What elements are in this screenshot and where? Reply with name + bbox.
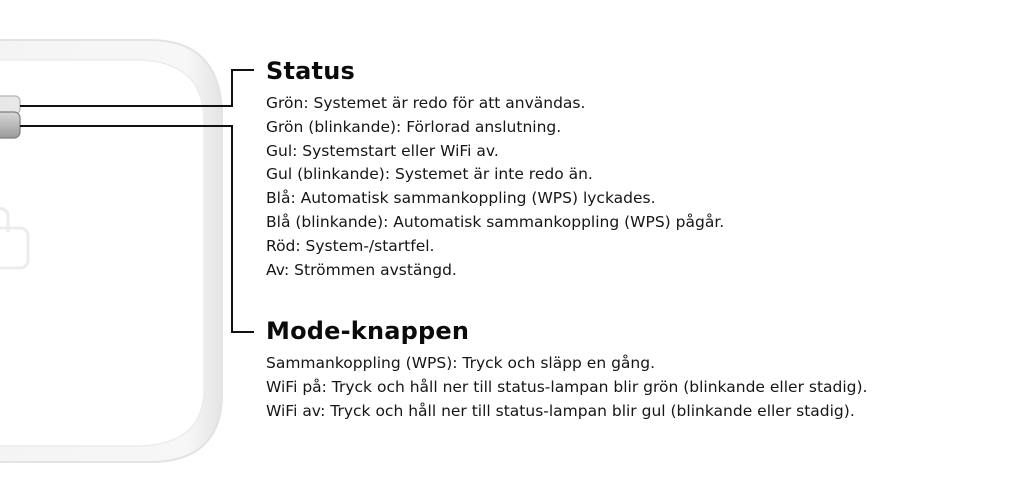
status-line-yellow-blinking: Gul (blinkande): Systemet är inte redo än. — [266, 165, 593, 184]
status-line-yellow: Gul: Systemstart eller WiFi av. — [266, 141, 499, 160]
status-line-blue: Blå: Automatisk sammankoppling (WPS) lyckades. — [266, 189, 656, 208]
device-illustration — [0, 0, 240, 488]
status-line-green-blinking: Grön (blinkande): Förlorad anslutning. — [266, 117, 562, 136]
status-section — [266, 56, 724, 282]
status-line-green: Grön: Systemet är redo för att användas. — [266, 94, 586, 112]
status-line-red: Röd: System-/startfel. — [266, 236, 435, 255]
mode-button — [0, 112, 20, 138]
mode-title: Mode-knappen — [266, 317, 470, 345]
mode-line-wifi-off: WiFi av: Tryck och håll ner till status-lampan blir gul (blinkande eller stadig). — [266, 401, 855, 420]
status-title: Status — [266, 57, 355, 85]
mode-line-wifi-on: WiFi på: Tryck och håll ner till status-lampan blir grön (blinkande eller stadig). — [266, 377, 868, 396]
device-svg — [0, 0, 240, 488]
status-led — [0, 96, 20, 114]
mode-section — [266, 316, 867, 423]
device-face — [0, 60, 204, 446]
status-lines — [266, 92, 724, 282]
mode-lines — [266, 352, 867, 423]
status-line-blue-blinking: Blå (blinkande): Automatisk sammankoppling (WPS) pågår. — [266, 212, 725, 231]
mode-line-wps: Sammankoppling (WPS): Tryck och släpp en gång. — [266, 354, 656, 372]
status-line-off: Av: Strömmen avstängd. — [266, 260, 457, 279]
